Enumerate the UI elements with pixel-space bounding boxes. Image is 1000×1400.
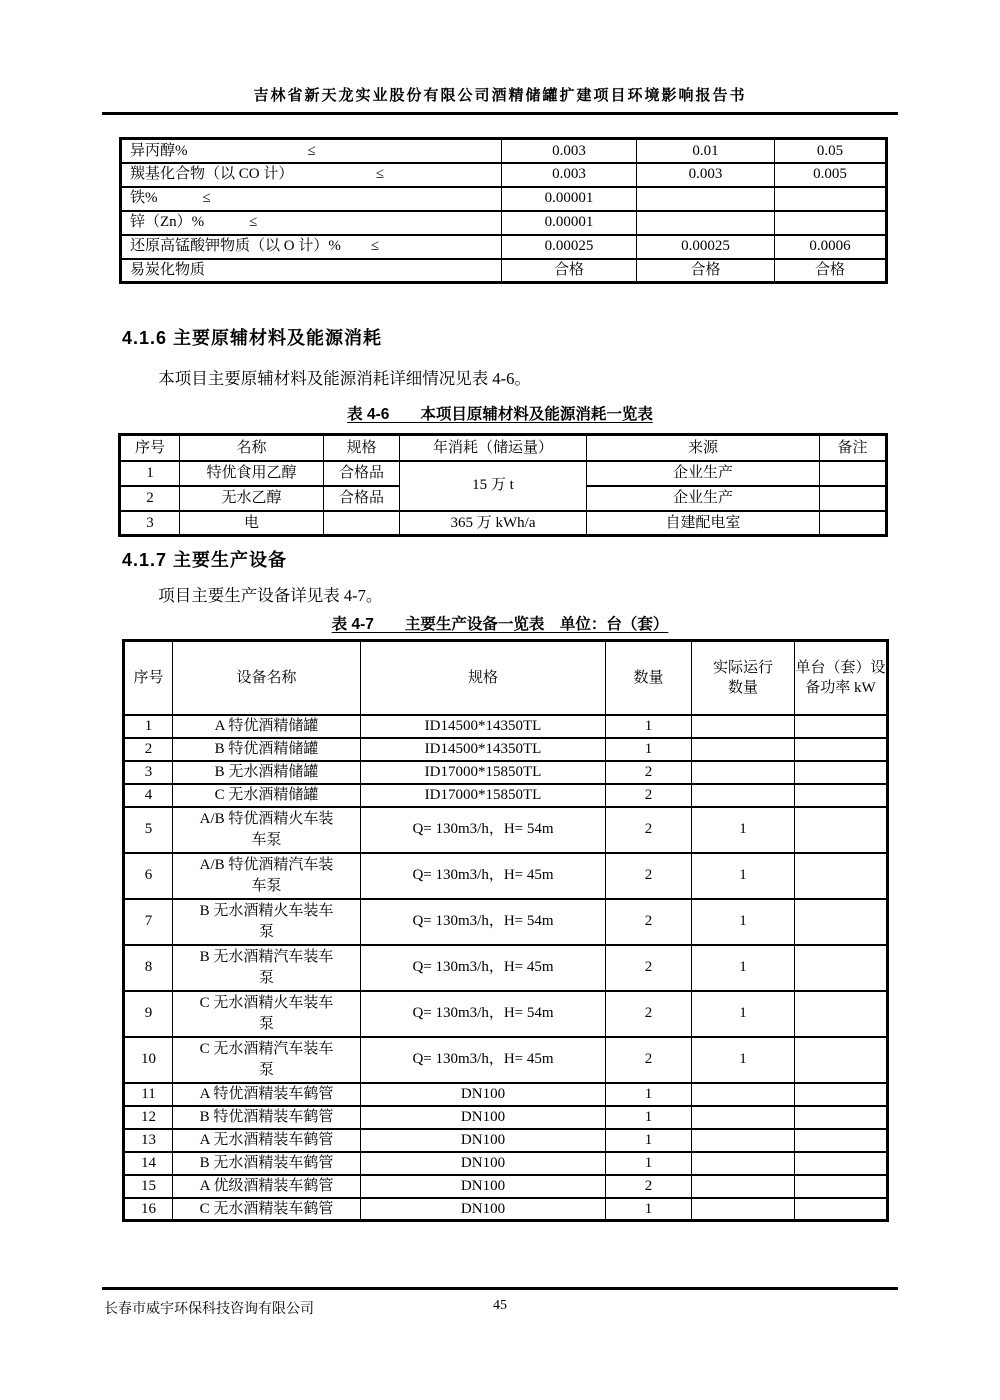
spec-cell: Q= 130m3/h，H= 54m bbox=[361, 991, 606, 1037]
page-content bbox=[102, 0, 898, 1222]
power-cell bbox=[795, 1152, 888, 1175]
run-qty-cell bbox=[692, 1083, 795, 1106]
equipment-name-cell: A 优级酒精装车鹤管 bbox=[173, 1175, 361, 1198]
qty-cell: 2 bbox=[606, 807, 692, 853]
section-paragraph-4-1-6: 本项目主要原辅材料及能源消耗详细情况见表 4-6。 bbox=[158, 369, 531, 388]
run-qty-cell bbox=[692, 1152, 795, 1175]
table-row bbox=[124, 1106, 888, 1129]
row-label-cell: 锌（Zn）% ≤ bbox=[121, 211, 502, 235]
spec-cell: DN100 bbox=[361, 1175, 606, 1198]
table-row bbox=[120, 461, 887, 486]
power-cell bbox=[795, 991, 888, 1037]
equipment-name-cell: B 特优酒精装车鹤管 bbox=[173, 1106, 361, 1129]
equipment-name-cell: B 无水酒精储罐 bbox=[173, 761, 361, 784]
seq-cell: 9 bbox=[124, 991, 173, 1037]
name-cell: 无水乙醇 bbox=[180, 486, 324, 511]
table-row bbox=[124, 945, 888, 991]
column-header: 序号 bbox=[120, 435, 180, 461]
equipment-name-cell: A 特优酒精储罐 bbox=[173, 715, 361, 738]
run-qty-cell bbox=[692, 1106, 795, 1129]
qty-cell: 2 bbox=[606, 945, 692, 991]
value-cell: 合格 bbox=[502, 259, 637, 283]
run-qty-cell bbox=[692, 761, 795, 784]
power-cell bbox=[795, 945, 888, 991]
spec-cell: ID14500*14350TL bbox=[361, 715, 606, 738]
materials-energy-table bbox=[118, 433, 888, 537]
spec-cell: DN100 bbox=[361, 1198, 606, 1221]
seq-cell: 12 bbox=[124, 1106, 173, 1129]
spec-cell: Q= 130m3/h，H= 54m bbox=[361, 807, 606, 853]
seq-cell: 3 bbox=[120, 511, 180, 536]
seq-cell: 2 bbox=[124, 738, 173, 761]
value-cell: 0.003 bbox=[502, 139, 637, 163]
run-qty-cell bbox=[692, 1198, 795, 1221]
table-row bbox=[124, 1083, 888, 1106]
value-cell bbox=[775, 187, 887, 211]
table-row bbox=[124, 1152, 888, 1175]
value-cell: 0.00001 bbox=[502, 187, 637, 211]
seq-cell: 8 bbox=[124, 945, 173, 991]
source-cell: 企业生产 bbox=[587, 486, 820, 511]
qty-cell: 2 bbox=[606, 1037, 692, 1083]
row-label-cell: 还原高锰酸钾物质（以 O 计）% ≤ bbox=[121, 235, 502, 259]
row-label-cell: 铁% ≤ bbox=[121, 187, 502, 211]
table-row bbox=[121, 259, 887, 283]
equipment-name-cell: B 特优酒精储罐 bbox=[173, 738, 361, 761]
quality-index-table bbox=[119, 137, 888, 284]
table-row bbox=[120, 511, 887, 536]
seq-cell: 1 bbox=[120, 461, 180, 486]
table-header-row bbox=[120, 435, 887, 461]
column-header: 规格 bbox=[324, 435, 400, 461]
seq-cell: 13 bbox=[124, 1129, 173, 1152]
seq-cell: 15 bbox=[124, 1175, 173, 1198]
spec-cell: Q= 130m3/h，H= 45m bbox=[361, 1037, 606, 1083]
value-cell: 0.00025 bbox=[637, 235, 775, 259]
run-qty-cell bbox=[692, 1129, 795, 1152]
value-cell bbox=[637, 211, 775, 235]
power-cell bbox=[795, 1083, 888, 1106]
qty-cell: 2 bbox=[606, 899, 692, 945]
column-header: 单台（套）设备功率 kW bbox=[795, 641, 888, 715]
note-cell bbox=[820, 511, 887, 536]
column-header: 设备名称 bbox=[173, 641, 361, 715]
table-row bbox=[124, 991, 888, 1037]
run-qty-cell: 1 bbox=[692, 945, 795, 991]
column-header: 规格 bbox=[361, 641, 606, 715]
qty-cell: 1 bbox=[606, 1198, 692, 1221]
run-qty-cell: 1 bbox=[692, 807, 795, 853]
run-qty-cell bbox=[692, 738, 795, 761]
power-cell bbox=[795, 761, 888, 784]
row-label-cell: 易炭化物质 bbox=[121, 259, 502, 283]
table-row bbox=[124, 1129, 888, 1152]
run-qty-cell bbox=[692, 715, 795, 738]
run-qty-cell bbox=[692, 784, 795, 807]
power-cell bbox=[795, 1106, 888, 1129]
spec-cell: DN100 bbox=[361, 1129, 606, 1152]
row-label-cell: 异丙醇% ≤ bbox=[121, 139, 502, 163]
qty-cell: 1 bbox=[606, 1129, 692, 1152]
seq-cell: 5 bbox=[124, 807, 173, 853]
table-row bbox=[124, 807, 888, 853]
power-cell bbox=[795, 1198, 888, 1221]
column-header: 序号 bbox=[124, 641, 173, 715]
seq-cell: 7 bbox=[124, 899, 173, 945]
qty-cell: 2 bbox=[606, 1175, 692, 1198]
value-cell: 0.05 bbox=[775, 139, 887, 163]
section-heading-4-1-6: 4.1.6 主要原辅材料及能源消耗 bbox=[122, 328, 383, 348]
power-cell bbox=[795, 715, 888, 738]
spec-cell: ID17000*15850TL bbox=[361, 784, 606, 807]
seq-cell: 2 bbox=[120, 486, 180, 511]
value-cell: 0.01 bbox=[637, 139, 775, 163]
power-cell bbox=[795, 807, 888, 853]
page-header-rule bbox=[102, 112, 898, 115]
seq-cell: 3 bbox=[124, 761, 173, 784]
qty-cell: 1 bbox=[606, 715, 692, 738]
equipment-name-cell: B 无水酒精火车装车泵 bbox=[173, 899, 361, 945]
equipment-name-cell: A 无水酒精装车鹤管 bbox=[173, 1129, 361, 1152]
table-row bbox=[124, 784, 888, 807]
qty-cell: 2 bbox=[606, 991, 692, 1037]
table-row bbox=[121, 211, 887, 235]
power-cell bbox=[795, 784, 888, 807]
qty-cell: 1 bbox=[606, 1083, 692, 1106]
table-row bbox=[124, 853, 888, 899]
consumption-merged-cell: 15 万 t bbox=[400, 461, 587, 511]
power-cell bbox=[795, 1175, 888, 1198]
power-cell bbox=[795, 899, 888, 945]
consumption-cell: 365 万 kWh/a bbox=[400, 511, 587, 536]
footer-page-number: 45 bbox=[493, 1298, 507, 1313]
power-cell bbox=[795, 1037, 888, 1083]
value-cell: 合格 bbox=[775, 259, 887, 283]
table-row bbox=[121, 235, 887, 259]
run-qty-cell: 1 bbox=[692, 1037, 795, 1083]
column-header: 来源 bbox=[587, 435, 820, 461]
power-cell bbox=[795, 738, 888, 761]
note-cell bbox=[820, 461, 887, 486]
production-equipment-table bbox=[122, 639, 889, 1222]
equipment-name-cell: C 无水酒精汽车装车泵 bbox=[173, 1037, 361, 1083]
power-cell bbox=[795, 853, 888, 899]
spec-cell: Q= 130m3/h，H= 54m bbox=[361, 899, 606, 945]
table-4-7-caption-text: 表 4-7 主要生产设备一览表 单位：台（套） bbox=[331, 616, 669, 633]
spec-cell: DN100 bbox=[361, 1106, 606, 1129]
table-4-7-caption bbox=[102, 612, 898, 634]
spec-cell: 合格品 bbox=[324, 486, 400, 511]
spec-cell: DN100 bbox=[361, 1083, 606, 1106]
seq-cell: 14 bbox=[124, 1152, 173, 1175]
equipment-name-cell: A/B 特优酒精汽车装车泵 bbox=[173, 853, 361, 899]
table-row bbox=[124, 1175, 888, 1198]
note-cell bbox=[820, 486, 887, 511]
column-header: 数量 bbox=[606, 641, 692, 715]
seq-cell: 1 bbox=[124, 715, 173, 738]
table-row bbox=[121, 163, 887, 187]
qty-cell: 1 bbox=[606, 1106, 692, 1129]
spec-cell: ID17000*15850TL bbox=[361, 761, 606, 784]
value-cell: 0.003 bbox=[502, 163, 637, 187]
seq-cell: 16 bbox=[124, 1198, 173, 1221]
page-header-title: 吉林省新天龙实业股份有限公司酒精储罐扩建项目环境影响报告书 bbox=[253, 88, 747, 104]
value-cell: 0.00025 bbox=[502, 235, 637, 259]
name-cell: 电 bbox=[180, 511, 324, 536]
qty-cell: 1 bbox=[606, 738, 692, 761]
section-heading-4-1-7: 4.1.7 主要生产设备 bbox=[122, 550, 288, 570]
column-header: 备注 bbox=[820, 435, 887, 461]
table-4-6-caption bbox=[102, 402, 898, 424]
power-cell bbox=[795, 1129, 888, 1152]
source-cell: 自建配电室 bbox=[587, 511, 820, 536]
run-qty-cell: 1 bbox=[692, 853, 795, 899]
value-cell bbox=[775, 211, 887, 235]
qty-cell: 2 bbox=[606, 853, 692, 899]
table-row bbox=[121, 187, 887, 211]
source-cell: 企业生产 bbox=[587, 461, 820, 486]
table-row bbox=[124, 738, 888, 761]
table-row bbox=[124, 761, 888, 784]
page-footer bbox=[102, 1287, 898, 1317]
column-header: 实际运行数量 bbox=[692, 641, 795, 715]
seq-cell: 6 bbox=[124, 853, 173, 899]
value-cell: 0.0006 bbox=[775, 235, 887, 259]
table-row bbox=[124, 899, 888, 945]
spec-cell: Q= 130m3/h，H= 45m bbox=[361, 945, 606, 991]
table-row bbox=[124, 1198, 888, 1221]
equipment-name-cell: B 无水酒精装车鹤管 bbox=[173, 1152, 361, 1175]
qty-cell: 1 bbox=[606, 1152, 692, 1175]
value-cell: 合格 bbox=[637, 259, 775, 283]
name-cell: 特优食用乙醇 bbox=[180, 461, 324, 486]
column-header: 年消耗（储运量） bbox=[400, 435, 587, 461]
seq-cell: 4 bbox=[124, 784, 173, 807]
value-cell bbox=[637, 187, 775, 211]
run-qty-cell bbox=[692, 1175, 795, 1198]
spec-cell: DN100 bbox=[361, 1152, 606, 1175]
equipment-name-cell: A 特优酒精装车鹤管 bbox=[173, 1083, 361, 1106]
equipment-name-cell: C 无水酒精储罐 bbox=[173, 784, 361, 807]
row-label-cell: 羰基化合物（以 CO 计） ≤ bbox=[121, 163, 502, 187]
spec-cell: 合格品 bbox=[324, 461, 400, 486]
table-row bbox=[121, 139, 887, 163]
column-header: 名称 bbox=[180, 435, 324, 461]
equipment-name-cell: C 无水酒精火车装车泵 bbox=[173, 991, 361, 1037]
qty-cell: 2 bbox=[606, 761, 692, 784]
value-cell: 0.005 bbox=[775, 163, 887, 187]
seq-cell: 11 bbox=[124, 1083, 173, 1106]
section-paragraph-4-1-7: 项目主要生产设备详见表 4-7。 bbox=[158, 586, 383, 605]
seq-cell: 10 bbox=[124, 1037, 173, 1083]
spec-cell bbox=[324, 511, 400, 536]
table-4-6-caption-text: 表 4-6 本项目原辅材料及能源消耗一览表 bbox=[347, 406, 653, 423]
run-qty-cell: 1 bbox=[692, 991, 795, 1037]
footer-company-name: 长春市威宇环保科技咨询有限公司 bbox=[104, 1302, 314, 1317]
run-qty-cell: 1 bbox=[692, 899, 795, 945]
equipment-name-cell: B 无水酒精汽车装车泵 bbox=[173, 945, 361, 991]
qty-cell: 2 bbox=[606, 784, 692, 807]
table-row bbox=[124, 1037, 888, 1083]
equipment-name-cell: C 无水酒精装车鹤管 bbox=[173, 1198, 361, 1221]
spec-cell: Q= 130m3/h，H= 45m bbox=[361, 853, 606, 899]
table-row bbox=[124, 715, 888, 738]
value-cell: 0.003 bbox=[637, 163, 775, 187]
equipment-name-cell: A/B 特优酒精火车装车泵 bbox=[173, 807, 361, 853]
value-cell: 0.00001 bbox=[502, 211, 637, 235]
spec-cell: ID14500*14350TL bbox=[361, 738, 606, 761]
table-header-row bbox=[124, 641, 888, 715]
